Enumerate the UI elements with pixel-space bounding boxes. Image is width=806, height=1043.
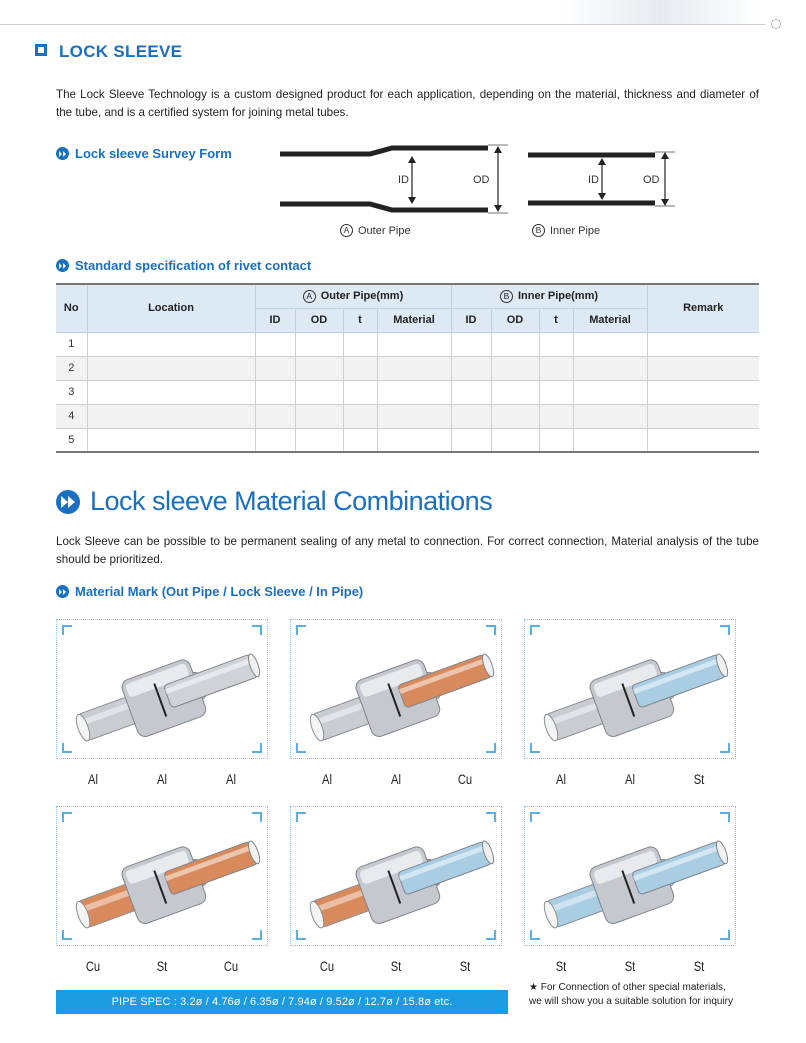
header-location: Location bbox=[87, 284, 255, 332]
material-sleeve-label: Al bbox=[157, 771, 167, 787]
table-cell[interactable] bbox=[295, 404, 343, 428]
outer-pipe-caption bbox=[340, 224, 411, 237]
table-cell[interactable] bbox=[491, 404, 539, 428]
outer-id-label: ID bbox=[398, 174, 409, 186]
table-cell[interactable] bbox=[255, 332, 295, 356]
table-cell[interactable] bbox=[451, 356, 491, 380]
table-row bbox=[56, 404, 759, 428]
header-inner-material: Material bbox=[573, 308, 647, 332]
row-number: 4 bbox=[56, 404, 87, 428]
table-cell[interactable] bbox=[491, 428, 539, 452]
material-sleeve-label: St bbox=[390, 958, 402, 974]
table-cell[interactable] bbox=[647, 404, 759, 428]
table-cell[interactable] bbox=[377, 356, 451, 380]
pipe-diagram bbox=[270, 140, 690, 250]
double-arrow-icon bbox=[56, 259, 69, 272]
material-in-label: Cu bbox=[223, 958, 239, 974]
circled-letter-b: B bbox=[500, 290, 513, 303]
material-mark-labels bbox=[524, 958, 736, 974]
table-cell[interactable] bbox=[295, 428, 343, 452]
header-outer-pipe bbox=[255, 284, 451, 308]
material-out-label: St bbox=[555, 958, 567, 974]
circled-letter-a: A bbox=[303, 290, 316, 303]
row-number: 1 bbox=[56, 332, 87, 356]
inner-id-label: ID bbox=[588, 174, 599, 186]
material-sleeve-label: St bbox=[624, 958, 636, 974]
material-mark-title bbox=[56, 584, 363, 599]
double-arrow-icon bbox=[56, 585, 69, 598]
outer-pipe-caption-text: Outer Pipe bbox=[358, 224, 411, 237]
material-combination-panel bbox=[290, 806, 502, 946]
table-cell[interactable] bbox=[255, 356, 295, 380]
pipe-spec-bar: PIPE SPEC : 3.2ø / 4.76ø / 6.35ø / 7.94ø / 9.52ø / 12.7ø / 15.8ø etc. bbox=[56, 990, 508, 1014]
table-cell[interactable] bbox=[377, 332, 451, 356]
circled-letter-b: B bbox=[532, 224, 545, 237]
material-out-label: Cu bbox=[85, 958, 101, 974]
header-remark: Remark bbox=[647, 284, 759, 332]
material-mark-title-text: Material Mark (Out Pipe / Lock Sleeve / In Pipe) bbox=[75, 584, 364, 599]
table-cell[interactable] bbox=[539, 380, 573, 404]
table-cell[interactable] bbox=[451, 380, 491, 404]
standard-spec-title bbox=[56, 258, 311, 273]
header-inner-pipe bbox=[451, 284, 647, 308]
rivet-spec-table bbox=[56, 283, 759, 453]
material-combination-panel bbox=[56, 806, 268, 946]
circled-letter-a: A bbox=[340, 224, 353, 237]
table-cell[interactable] bbox=[377, 380, 451, 404]
table-cell[interactable] bbox=[295, 380, 343, 404]
combinations-title-text: Lock sleeve Material Combinations bbox=[90, 486, 493, 516]
combinations-paragraph: Lock Sleeve can be possible to be permanent sealing of any metal to connection. For correct connection, Material analysis of the tube should be prioritized. bbox=[56, 535, 759, 566]
pipe-diagram-svg bbox=[270, 140, 690, 250]
table-cell[interactable] bbox=[573, 356, 647, 380]
lock-sleeve-illustration bbox=[299, 626, 495, 754]
material-mark-labels bbox=[56, 771, 268, 787]
table-cell[interactable] bbox=[647, 428, 759, 452]
material-in-label: St bbox=[459, 958, 471, 974]
row-number: 2 bbox=[56, 356, 87, 380]
table-cell[interactable] bbox=[573, 332, 647, 356]
material-in-label: St bbox=[693, 958, 705, 974]
special-materials-note bbox=[529, 981, 733, 1009]
material-in-label: St bbox=[693, 771, 705, 787]
header-outer-pipe-text: Outer Pipe(mm) bbox=[320, 289, 404, 302]
material-out-label: Cu bbox=[319, 958, 335, 974]
table-cell[interactable] bbox=[255, 428, 295, 452]
table-cell[interactable] bbox=[539, 356, 573, 380]
row-number: 5 bbox=[56, 428, 87, 452]
header-rule bbox=[0, 24, 766, 25]
material-combination-panel bbox=[524, 806, 736, 946]
inner-pipe-caption-text: Inner Pipe bbox=[550, 224, 601, 237]
table-cell[interactable] bbox=[451, 404, 491, 428]
double-arrow-icon bbox=[56, 147, 69, 160]
table-cell[interactable] bbox=[573, 428, 647, 452]
table-row bbox=[56, 356, 759, 380]
header-inner-id: ID bbox=[451, 308, 491, 332]
circle-icon bbox=[771, 19, 781, 29]
lock-sleeve-illustration bbox=[65, 626, 261, 754]
table-cell[interactable] bbox=[647, 332, 759, 356]
survey-form-title-text: Lock sleeve Survey Form bbox=[75, 146, 232, 161]
intro-paragraph: The Lock Sleeve Technology is a custom designed product for each application, depending on the material, thickness and diameter of the tube, and is a certified system for joining metal tubes. bbox=[56, 88, 759, 119]
outer-od-label: OD bbox=[473, 174, 490, 186]
material-mark-labels bbox=[56, 958, 268, 974]
table-cell[interactable] bbox=[87, 380, 255, 404]
header-outer-t: t bbox=[343, 308, 377, 332]
survey-form-title bbox=[56, 146, 232, 161]
double-arrow-icon bbox=[56, 490, 80, 514]
table-cell[interactable] bbox=[87, 428, 255, 452]
table-cell[interactable] bbox=[491, 332, 539, 356]
table-cell[interactable] bbox=[295, 332, 343, 356]
header-outer-id: ID bbox=[255, 308, 295, 332]
table-cell[interactable] bbox=[343, 332, 377, 356]
material-combination-panel bbox=[290, 619, 502, 759]
material-sleeve-label: St bbox=[156, 958, 168, 974]
inner-pipe-caption bbox=[532, 224, 600, 237]
inner-od-label: OD bbox=[643, 174, 660, 186]
table-cell[interactable] bbox=[539, 404, 573, 428]
table-cell[interactable] bbox=[343, 404, 377, 428]
table-cell[interactable] bbox=[647, 380, 759, 404]
table-cell[interactable] bbox=[451, 428, 491, 452]
standard-spec-title-text: Standard specification of rivet contact bbox=[75, 258, 312, 273]
table-cell[interactable] bbox=[539, 332, 573, 356]
table-cell[interactable] bbox=[377, 428, 451, 452]
table-cell[interactable] bbox=[539, 428, 573, 452]
note-line-1: ★ For Connection of other special materials, bbox=[529, 982, 726, 993]
combinations-title bbox=[56, 486, 492, 517]
material-mark-labels bbox=[524, 771, 736, 787]
table-row bbox=[56, 332, 759, 356]
material-out-label: Al bbox=[322, 771, 332, 787]
table-cell[interactable] bbox=[255, 404, 295, 428]
table-row bbox=[56, 380, 759, 404]
header-outer-material: Material bbox=[377, 308, 451, 332]
lock-sleeve-illustration bbox=[65, 813, 261, 941]
header-no: No bbox=[56, 284, 87, 332]
table-cell[interactable] bbox=[87, 356, 255, 380]
table-cell[interactable] bbox=[573, 380, 647, 404]
material-mark-labels bbox=[290, 771, 502, 787]
material-out-label: Al bbox=[88, 771, 98, 787]
square-bullet-icon bbox=[35, 44, 51, 60]
lock-sleeve-illustration bbox=[299, 813, 495, 941]
table-cell[interactable] bbox=[343, 380, 377, 404]
table-cell[interactable] bbox=[343, 356, 377, 380]
table-cell[interactable] bbox=[491, 380, 539, 404]
material-in-label: Cu bbox=[457, 771, 473, 787]
header-inner-od: OD bbox=[491, 308, 539, 332]
table-row bbox=[56, 428, 759, 452]
table-cell[interactable] bbox=[647, 356, 759, 380]
material-in-label: Al bbox=[226, 771, 236, 787]
table-cell[interactable] bbox=[377, 404, 451, 428]
material-combination-panel bbox=[56, 619, 268, 759]
material-out-label: Al bbox=[556, 771, 566, 787]
material-sleeve-label: Al bbox=[625, 771, 635, 787]
table-cell[interactable] bbox=[491, 356, 539, 380]
table-cell[interactable] bbox=[87, 332, 255, 356]
note-line-2: we will show you a suitable solution for inquiry bbox=[529, 996, 733, 1007]
header-swoosh-decoration bbox=[560, 0, 760, 24]
header-inner-t: t bbox=[539, 308, 573, 332]
table-cell[interactable] bbox=[451, 332, 491, 356]
material-combination-panel bbox=[524, 619, 736, 759]
lock-sleeve-illustration bbox=[533, 626, 729, 754]
section-title-text: LOCK SLEEVE bbox=[59, 42, 183, 61]
header-inner-pipe-text: Inner Pipe(mm) bbox=[517, 289, 599, 302]
lock-sleeve-illustration bbox=[533, 813, 729, 941]
section-title bbox=[35, 42, 182, 62]
table-cell[interactable] bbox=[295, 356, 343, 380]
header-outer-od: OD bbox=[295, 308, 343, 332]
material-sleeve-label: Al bbox=[391, 771, 401, 787]
table-cell[interactable] bbox=[573, 404, 647, 428]
table-cell[interactable] bbox=[255, 380, 295, 404]
row-number: 3 bbox=[56, 380, 87, 404]
table-cell[interactable] bbox=[87, 404, 255, 428]
table-cell[interactable] bbox=[343, 428, 377, 452]
material-mark-labels bbox=[290, 958, 502, 974]
